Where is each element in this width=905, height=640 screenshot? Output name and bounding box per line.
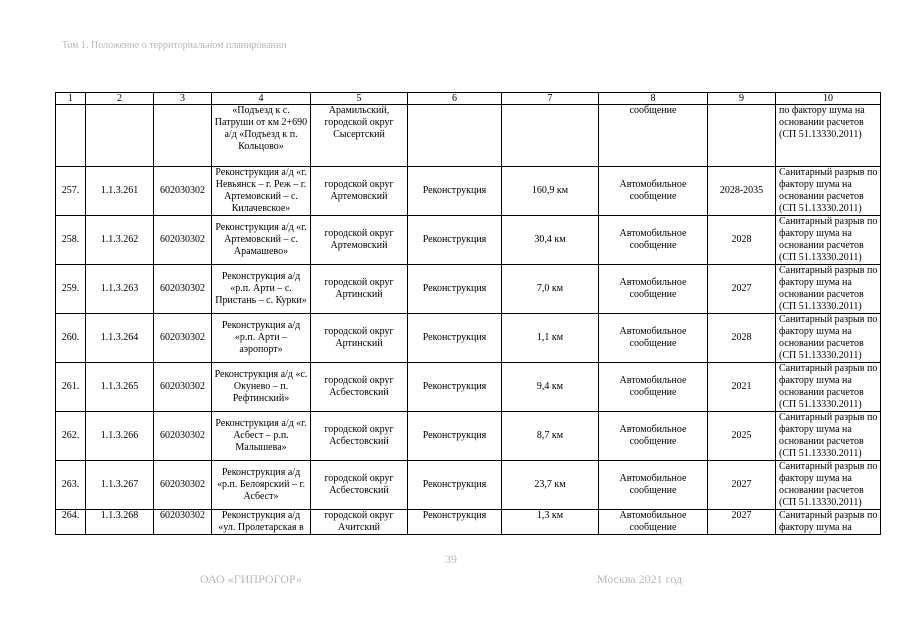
cell-zone: Санитарный разрыв по фактору шума на основании расчетов (СП 51.13330.2011) [776,167,881,216]
column-header: 1 [56,93,86,105]
column-header: 8 [599,93,708,105]
cell-num: 262. [56,412,86,461]
cell-years: 2021 [708,363,776,412]
cell-purpose: Автомобильное сообщение [599,216,708,265]
table-row [56,510,881,535]
table-row [56,412,881,461]
cell-purpose: Автомобильное сообщение [599,314,708,363]
cell-num: 264. [56,510,86,535]
cell-code: 1.1.3.267 [86,461,154,510]
cell-zone: Санитарный разрыв по фактору шума на основании расчетов (СП 51.13330.2011) [776,461,881,510]
footer-city-year: Москва 2021 год [597,572,683,586]
planning-table [55,92,881,535]
table-row [56,363,881,412]
cell-area: городской округ Ачитский [311,510,408,535]
cell-area: Арамильский, городской округ Сысертский [311,105,408,167]
cell-code: 1.1.3.264 [86,314,154,363]
column-number-row [56,93,881,105]
cell-code: 1.1.3.266 [86,412,154,461]
cell-area: городской округ Артинский [311,265,408,314]
cell-length: 1,1 км [502,314,599,363]
cell-id: 602030302 [154,265,212,314]
cell-type: Реконструкция [408,216,502,265]
cell-id: 602030302 [154,216,212,265]
cell-num: 261. [56,363,86,412]
cell-length: 9,4 км [502,363,599,412]
cell-type: Реконструкция [408,461,502,510]
cell-id: 602030302 [154,412,212,461]
cell-purpose: Автомобильное сообщение [599,412,708,461]
table-row [56,461,881,510]
cell-years: 2025 [708,412,776,461]
cell-type: Реконструкция [408,265,502,314]
cell-type: Реконструкция [408,167,502,216]
cell-years: 2028 [708,314,776,363]
cell-length: 8,7 км [502,412,599,461]
cell-years: 2027 [708,510,776,535]
cell-id: 602030302 [154,461,212,510]
cell-name: «Подъезд к с. Патруши от км 2+690 а/д «Подъезд к п. Кольцово» [212,105,311,167]
cell-length: 1,3 км [502,510,599,535]
cell-num: 263. [56,461,86,510]
table-row-continuation [56,105,881,167]
cell-name: Реконструкция а/д «ул. Пролетарская в [212,510,311,535]
cell-code: 1.1.3.262 [86,216,154,265]
cell-name: Реконструкция а/д «р.п. Арти – аэропорт» [212,314,311,363]
cell-years [708,105,776,167]
cell-name: Реконструкция а/д «с. Окунево – п. Рефтинский» [212,363,311,412]
column-header: 5 [311,93,408,105]
cell-length: 23,7 км [502,461,599,510]
cell-code: 1.1.3.265 [86,363,154,412]
document-header-title: Том 1. Положение о территориальном планировании [62,40,287,51]
column-header: 3 [154,93,212,105]
page-number: 39 [445,552,457,566]
cell-type [408,105,502,167]
cell-length: 160,9 км [502,167,599,216]
cell-length [502,105,599,167]
table-row [56,216,881,265]
cell-years: 2028 [708,216,776,265]
cell-area: городской округ Артемовский [311,216,408,265]
column-header: 7 [502,93,599,105]
cell-years: 2027 [708,265,776,314]
cell-zone: Санитарный разрыв по фактору шума на основании расчетов (СП 51.13330.2011) [776,314,881,363]
cell-length: 30,4 км [502,216,599,265]
cell-code: 1.1.3.268 [86,510,154,535]
cell-length: 7,0 км [502,265,599,314]
cell-zone: Санитарный разрыв по фактору шума на [776,510,881,535]
cell-code [86,105,154,167]
cell-num: 258. [56,216,86,265]
column-header: 2 [86,93,154,105]
cell-code: 1.1.3.261 [86,167,154,216]
cell-zone: Санитарный разрыв по фактору шума на основании расчетов (СП 51.13330.2011) [776,363,881,412]
cell-purpose: Автомобильное сообщение [599,167,708,216]
cell-area: городской округ Асбестовский [311,461,408,510]
table-row [56,314,881,363]
cell-type: Реконструкция [408,363,502,412]
cell-name: Реконструкция а/д «г. Артемовский – с. Арамашево» [212,216,311,265]
cell-zone: Санитарный разрыв по фактору шума на основании расчетов (СП 51.13330.2011) [776,216,881,265]
cell-id: 602030302 [154,510,212,535]
cell-area: городской округ Артемовский [311,167,408,216]
cell-num [56,105,86,167]
cell-type: Реконструкция [408,510,502,535]
cell-name: Реконструкция а/д «г. Асбест – р.п. Малышева» [212,412,311,461]
column-header: 10 [776,93,881,105]
cell-years: 2027 [708,461,776,510]
cell-id: 602030302 [154,363,212,412]
cell-num: 259. [56,265,86,314]
cell-id: 602030302 [154,167,212,216]
cell-type: Реконструкция [408,314,502,363]
cell-years: 2028-2035 [708,167,776,216]
cell-zone: по фактору шума на основании расчетов (СП 51.13330.2011) [776,105,881,167]
table-row [56,265,881,314]
cell-zone: Санитарный разрыв по фактору шума на основании расчетов (СП 51.13330.2011) [776,412,881,461]
cell-num: 260. [56,314,86,363]
cell-purpose: сообщение [599,105,708,167]
cell-name: Реконструкция а/д «р.п. Арти – с. Пристань – с. Курки» [212,265,311,314]
cell-area: городской округ Асбестовский [311,412,408,461]
cell-id [154,105,212,167]
column-header: 9 [708,93,776,105]
cell-name: Реконструкция а/д «г. Невьянск – г. Реж – г. Артемовский – с. Килачевское» [212,167,311,216]
cell-area: городской округ Артинский [311,314,408,363]
column-header: 6 [408,93,502,105]
cell-area: городской округ Асбестовский [311,363,408,412]
table-row [56,167,881,216]
cell-code: 1.1.3.263 [86,265,154,314]
cell-zone: Санитарный разрыв по фактору шума на основании расчетов (СП 51.13330.2011) [776,265,881,314]
cell-purpose: Автомобильное сообщение [599,363,708,412]
cell-type: Реконструкция [408,412,502,461]
cell-name: Реконструкция а/д «р.п. Белоярский – г. Асбест» [212,461,311,510]
column-header: 4 [212,93,311,105]
cell-purpose: Автомобильное сообщение [599,265,708,314]
cell-purpose: Автомобильное сообщение [599,461,708,510]
cell-id: 602030302 [154,314,212,363]
cell-purpose: Автомобильное сообщение [599,510,708,535]
footer-organization: ОАО «ГИПРОГОР» [200,572,302,586]
cell-num: 257. [56,167,86,216]
